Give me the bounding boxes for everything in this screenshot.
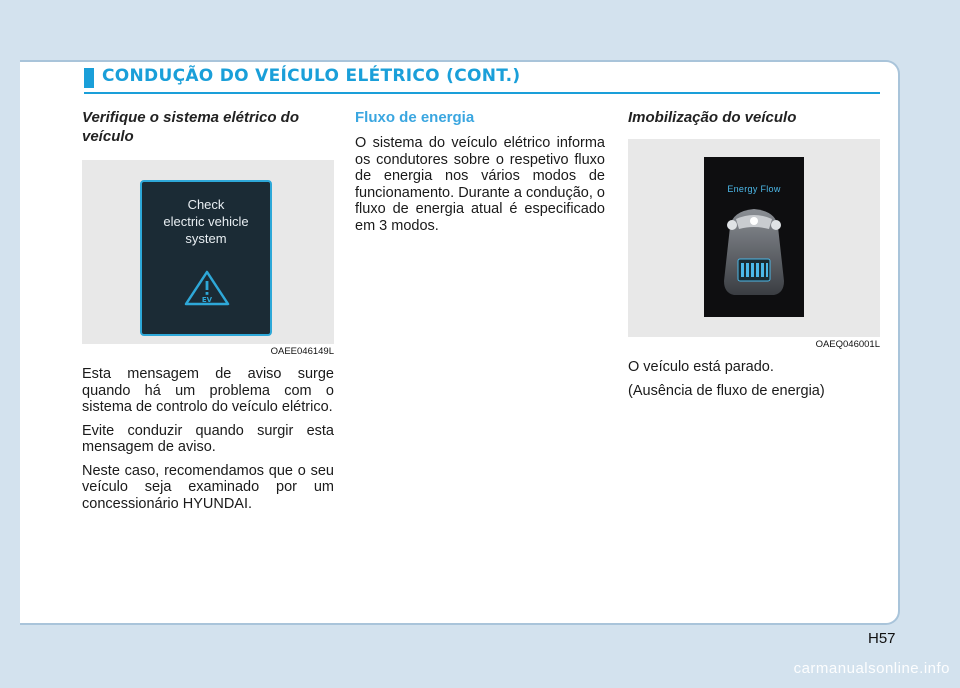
paragraph: O veículo está parado. <box>628 359 774 375</box>
paragraph: Evite conduzir quando surgir esta mensagem de aviso. <box>82 422 334 455</box>
energy-flow-heading: Fluxo de energia <box>355 109 475 126</box>
wheel-front-right-icon <box>771 220 781 230</box>
header-rule <box>84 92 880 94</box>
paragraph: O sistema do veículo elétrico informa os condutores sobre o respetivo fluxo de energia nos vários modos de funcionamento. Durante a condução, o fluxo de energia atual é especificado em 3 modos. <box>355 135 605 234</box>
ev-warning-icon <box>184 270 230 306</box>
vehicle-stopped-heading: Imobilização do veículo <box>628 109 797 126</box>
paragraph: (Ausência de fluxo de energia) <box>628 382 825 399</box>
column-vehicle-stopped <box>628 108 880 406</box>
paragraph: Esta mensagem de aviso surge quando há um problema com o sistema de controlo do veículo elétrico. <box>82 366 334 415</box>
car-icon <box>714 197 794 307</box>
warning-display <box>140 180 272 336</box>
header-accent-bar <box>84 68 94 88</box>
energy-flow-display <box>704 157 804 317</box>
page-number: H57 <box>868 630 896 647</box>
figure-code: OAEE046149L <box>270 346 334 357</box>
watermark-link[interactable]: carmanualsonline.info <box>793 660 950 677</box>
check-system-heading: Verifique o sistema elétrico do veículo <box>82 109 300 145</box>
ev-icon-label: EV <box>201 296 213 304</box>
figure-code: OAEQ046001L <box>815 339 880 350</box>
wheel-front-left-icon <box>727 220 737 230</box>
paragraph: Neste caso, recomendamos que o seu veículo seja examinado por um concessionário HYUNDAI. <box>82 462 334 512</box>
energy-flow-figure <box>628 139 880 337</box>
warning-message: Check electric vehicle system <box>163 197 249 246</box>
column-check-system <box>82 108 334 519</box>
energy-flow-screen-title: Energy Flow <box>727 184 781 194</box>
motor-icon <box>750 217 758 225</box>
section-title: CONDUÇÃO DO VEÍCULO ELÉTRICO (CONT.) <box>102 66 521 86</box>
column-energy-flow <box>355 108 605 241</box>
warning-figure <box>82 160 334 344</box>
